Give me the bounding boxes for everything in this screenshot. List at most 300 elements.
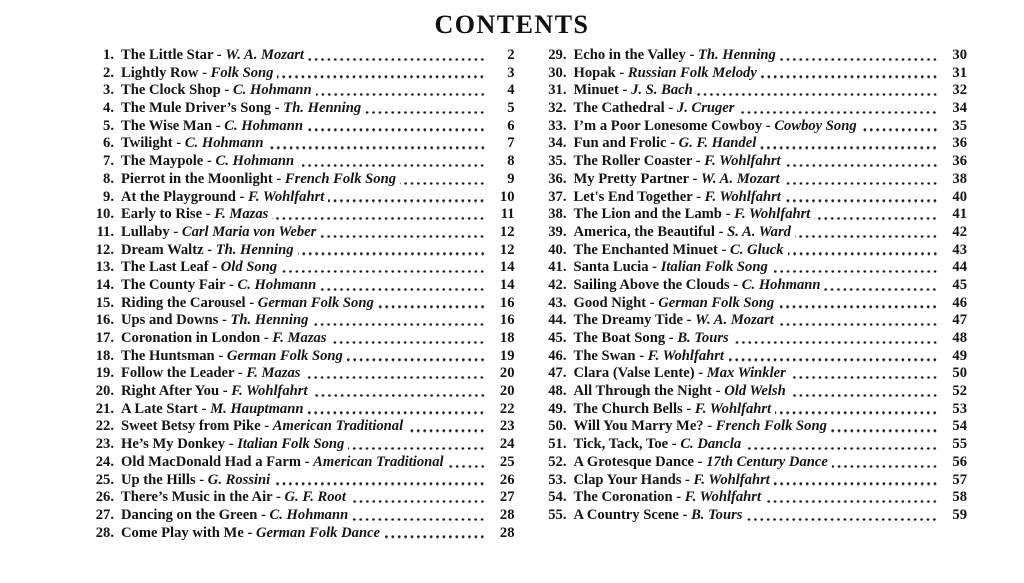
- entry-separator: -: [218, 312, 231, 329]
- entry-text: [114, 472, 270, 490]
- entry-number: 37.: [548, 188, 567, 205]
- toc-entry: [84, 525, 515, 543]
- entry-text: [567, 189, 781, 207]
- entry-title: Clara (Valse Lente): [573, 365, 695, 382]
- entry-page: 28: [499, 506, 515, 523]
- entry-page: 25: [499, 453, 515, 470]
- entry-separator: -: [225, 276, 238, 293]
- entry-number: 30.: [548, 64, 567, 81]
- leader-dots: [733, 341, 938, 344]
- entry-separator: -: [714, 223, 728, 240]
- entry-page: 23: [499, 418, 515, 435]
- entry-title: Twilight: [121, 135, 173, 152]
- toc-column-left: [84, 47, 515, 542]
- leader-dots: [775, 411, 938, 414]
- entry-separator: -: [694, 453, 707, 470]
- entry-title: America, the Beautiful: [573, 223, 715, 240]
- entry-number: 17.: [95, 330, 114, 346]
- toc-entry: [84, 312, 515, 330]
- entry-separator: -: [635, 347, 648, 364]
- entry-composer: F. Mazas: [214, 206, 269, 223]
- entry-text: [567, 401, 772, 419]
- entry-separator: -: [682, 312, 696, 329]
- toc-entry: [84, 242, 515, 260]
- leader-dots: [738, 111, 938, 114]
- entry-title: I’m a Poor Lonesome Cowboy: [573, 117, 763, 134]
- entry-page: 14: [499, 259, 515, 276]
- entry-title: Lullaby: [121, 223, 170, 240]
- leader-dots: [790, 394, 938, 397]
- entry-composer: G. Rossini: [207, 471, 271, 488]
- entry-title: Ups and Downs: [121, 312, 219, 329]
- leader-dots: [274, 482, 485, 485]
- entry-composer: F. Mazas: [246, 365, 301, 382]
- leader-dots: [268, 146, 486, 149]
- entry-page: 36: [952, 153, 967, 170]
- entry-page: 32: [952, 82, 967, 99]
- entry-text: [114, 365, 300, 383]
- entry-number: 14.: [95, 276, 114, 293]
- entry-text: [114, 507, 348, 525]
- entry-text: [567, 259, 768, 277]
- leader-dots: [774, 482, 938, 485]
- entry-separator: -: [729, 276, 742, 293]
- entry-text: [114, 312, 308, 330]
- entry-page: 59: [952, 506, 967, 523]
- entry-separator: -: [272, 489, 285, 506]
- entry-composer: C. Hohmann: [237, 276, 317, 293]
- entry-number: 13.: [95, 259, 114, 276]
- entry-title: Up the Hills: [121, 471, 196, 488]
- entry-separator: -: [213, 47, 226, 63]
- entry-composer: F. Mazas: [272, 330, 327, 346]
- entry-page: 42: [952, 223, 967, 240]
- entry-title: A Grotesque Dance: [573, 453, 695, 470]
- entry-text: [567, 277, 821, 295]
- entry-number: 6.: [103, 135, 114, 152]
- entry-title: Dream Waltz: [121, 241, 204, 258]
- entry-page: 30: [952, 47, 967, 63]
- entry-page: 8: [507, 153, 515, 170]
- entry-title: Minuet: [573, 82, 619, 99]
- entry-composer: Russian Folk Melody: [627, 64, 757, 81]
- entry-title: The Wise Man: [121, 117, 213, 134]
- entry-page: 54: [952, 418, 967, 435]
- toc-entry: [84, 189, 515, 207]
- entry-title: The Maypole: [121, 153, 204, 170]
- entry-composer: German Folk Song: [226, 347, 343, 364]
- entry-text: [114, 100, 361, 118]
- entry-text: [567, 47, 776, 65]
- entry-composer: C. Gluck: [730, 241, 784, 258]
- entry-text: [567, 330, 729, 348]
- entry-title: Lightly Row: [121, 64, 199, 81]
- entry-composer: French Folk Song: [284, 170, 397, 187]
- toc-entry: [84, 47, 515, 65]
- entry-separator: -: [712, 383, 725, 400]
- entry-text: [567, 365, 786, 383]
- leader-dots: [352, 518, 485, 521]
- entry-number: 21.: [95, 400, 114, 417]
- entry-number: 46.: [548, 347, 567, 364]
- entry-composer: F. Wohlfahrt: [704, 153, 781, 170]
- leader-dots: [312, 394, 486, 397]
- entry-number: 41.: [548, 259, 567, 276]
- entry-separator: -: [717, 241, 731, 258]
- entry-composer: German Folk Song: [658, 294, 775, 311]
- entry-page: 5: [507, 100, 515, 117]
- entry-page: 27: [499, 489, 515, 506]
- entry-separator: -: [235, 188, 249, 205]
- entry-text: [567, 100, 735, 118]
- toc-entry: [537, 277, 968, 295]
- toc-entry: [537, 489, 968, 507]
- entry-text: [114, 330, 326, 348]
- entry-title: The Swan: [573, 347, 636, 364]
- entry-page: 31: [952, 64, 967, 81]
- leader-dots: [330, 341, 485, 344]
- toc-entry: [84, 489, 515, 507]
- toc-entry: [537, 82, 968, 100]
- toc-entry: [84, 153, 515, 171]
- entry-number: 29.: [548, 47, 567, 63]
- entry-title: The Little Star: [121, 47, 214, 63]
- entry-page: 44: [952, 259, 967, 276]
- entry-number: 42.: [548, 276, 567, 293]
- entry-number: 52.: [548, 453, 567, 470]
- entry-page: 46: [952, 294, 967, 311]
- entry-title: Come Play with Me: [121, 524, 244, 541]
- toc-entry: [84, 507, 515, 525]
- entry-page: 24: [499, 436, 515, 453]
- toc-entry: [537, 171, 968, 189]
- leader-dots: [281, 270, 485, 273]
- toc-entry: [537, 206, 968, 224]
- toc-entry: [537, 401, 968, 419]
- entry-number: 15.: [95, 294, 114, 311]
- entry-composer: Folk Song: [210, 64, 274, 81]
- leader-dots: [348, 447, 485, 450]
- toc-entry: [537, 259, 968, 277]
- toc-entry: [537, 224, 968, 242]
- entry-page: 43: [952, 241, 967, 258]
- toc-entry: [537, 507, 968, 525]
- entry-number: 1.: [103, 47, 114, 63]
- entry-separator: -: [198, 64, 211, 81]
- entry-separator: -: [672, 489, 685, 506]
- entry-text: [567, 472, 770, 490]
- entry-composer: F. Wohlfahrt: [693, 471, 770, 488]
- leader-dots: [400, 182, 485, 185]
- entry-text: [567, 454, 828, 472]
- entry-number: 55.: [548, 506, 567, 523]
- toc-entry: [84, 259, 515, 277]
- entry-text: [114, 525, 380, 543]
- toc-entry: [84, 277, 515, 295]
- entry-composer: C. Hohmann: [269, 506, 349, 523]
- entry-title: A Country Scene: [573, 506, 679, 523]
- entry-number: 27.: [95, 506, 114, 523]
- entry-page: 50: [952, 365, 967, 382]
- entry-title: All Through the Night: [573, 383, 713, 400]
- leader-dots: [350, 500, 486, 503]
- entry-composer: F. Wohlfahrt: [231, 383, 308, 400]
- leader-dots: [308, 58, 486, 61]
- entry-composer: S. A. Ward: [727, 223, 791, 240]
- entry-text: [114, 418, 403, 436]
- entry-separator: -: [225, 436, 238, 453]
- entry-text: [114, 118, 303, 136]
- entry-composer: 17th Century Dance: [706, 453, 828, 470]
- toc-entry: [84, 454, 515, 472]
- entry-text: [114, 436, 344, 454]
- entry-page: 11: [500, 206, 515, 223]
- entry-title: Pierrot in the Moonlight: [121, 170, 273, 187]
- entry-composer: M. Hauptmann: [210, 400, 304, 417]
- leader-dots: [824, 288, 938, 291]
- leader-dots: [307, 128, 486, 131]
- entry-separator: -: [681, 471, 694, 488]
- entry-title: Will You Marry Me?: [573, 418, 704, 435]
- entry-number: 10.: [95, 206, 114, 223]
- entry-title: Sailing Above the Clouds: [573, 276, 730, 293]
- entry-number: 36.: [548, 170, 567, 187]
- entry-page: 28: [499, 524, 515, 541]
- entry-page: 12: [499, 223, 515, 240]
- toc-entry: [537, 383, 968, 401]
- entry-separator: -: [245, 294, 258, 311]
- entry-text: [114, 206, 268, 224]
- entry-number: 35.: [548, 153, 567, 170]
- entry-number: 11.: [96, 223, 114, 240]
- entry-separator: -: [703, 418, 716, 435]
- toc-entry: [537, 472, 968, 490]
- leader-dots: [365, 111, 485, 114]
- toc-entry: [537, 365, 968, 383]
- entry-number: 40.: [548, 241, 567, 258]
- entry-separator: -: [682, 400, 695, 417]
- entry-text: [114, 277, 316, 295]
- entry-separator: -: [271, 100, 284, 117]
- entry-page: 35: [952, 117, 967, 134]
- entry-title: My Pretty Partner: [573, 170, 689, 187]
- entry-title: The Coronation: [573, 489, 673, 506]
- toc-entry: [84, 401, 515, 419]
- entry-composer: Th. Henning: [283, 100, 362, 117]
- entry-separator: -: [618, 82, 632, 99]
- toc-entry: [84, 100, 515, 118]
- entry-number: 18.: [95, 347, 114, 364]
- toc-entry: [84, 295, 515, 313]
- entry-composer: C. Dancla: [680, 436, 742, 453]
- entry-title: A Late Start: [121, 400, 199, 417]
- toc-entry: [84, 330, 515, 348]
- entry-number: 44.: [548, 312, 567, 329]
- entry-page: 3: [507, 64, 515, 81]
- entry-number: 2.: [103, 64, 114, 81]
- entry-composer: F. Wohlfahrt: [704, 188, 781, 205]
- entry-number: 24.: [95, 453, 114, 470]
- entry-separator: -: [195, 471, 208, 488]
- leader-dots: [307, 411, 485, 414]
- entry-text: [114, 189, 324, 207]
- toc-entry: [84, 224, 515, 242]
- entry-title: He’s My Donkey: [121, 436, 226, 453]
- leader-dots: [272, 217, 485, 220]
- entry-page: 41: [952, 206, 967, 223]
- toc-entry: [84, 118, 515, 136]
- entry-separator: -: [220, 82, 233, 99]
- entry-text: [114, 295, 374, 313]
- entry-text: [567, 242, 784, 260]
- entry-page: 12: [499, 241, 515, 258]
- entry-text: [567, 489, 762, 507]
- entry-composer: Old Song: [220, 259, 278, 276]
- entry-number: 16.: [95, 312, 114, 329]
- entry-composer: C. Hohmann: [215, 153, 295, 170]
- entry-separator: -: [615, 64, 628, 81]
- leader-dots: [407, 429, 485, 432]
- entry-number: 49.: [548, 400, 567, 417]
- entry-text: [567, 383, 786, 401]
- toc-entry: [84, 82, 515, 100]
- toc-entry: [537, 100, 968, 118]
- entry-separator: -: [762, 117, 775, 134]
- entry-separator: -: [234, 365, 247, 382]
- entry-title: The Dreamy Tide: [573, 312, 683, 329]
- page-title: CONTENTS: [434, 10, 590, 39]
- leader-dots: [784, 182, 938, 185]
- entry-title: Early to Rise: [121, 206, 203, 223]
- entry-title: The Church Bells: [573, 400, 683, 417]
- entry-number: 48.: [548, 383, 567, 400]
- entry-text: [114, 242, 294, 260]
- leader-dots: [772, 270, 938, 273]
- entry-composer: G. F. Handel: [678, 135, 757, 152]
- entry-separator: -: [692, 153, 705, 170]
- toc-entry: [84, 206, 515, 224]
- entry-title: Let's End Together: [573, 188, 693, 205]
- entry-number: 31.: [548, 82, 567, 99]
- entry-separator: -: [260, 418, 273, 435]
- entry-title: The Enchanted Minuet: [573, 241, 718, 258]
- entry-page: 38: [952, 170, 967, 187]
- entry-separator: -: [219, 383, 232, 400]
- entry-separator: -: [665, 330, 678, 346]
- entry-composer: Carl Maria von Weber: [181, 223, 317, 240]
- leader-dots: [298, 164, 485, 167]
- entry-page: 4: [507, 82, 515, 99]
- entry-text: [567, 348, 724, 366]
- entry-text: [114, 82, 312, 100]
- leader-dots: [785, 199, 938, 202]
- entry-text: [114, 47, 304, 65]
- entry-separator: -: [648, 259, 661, 276]
- entry-text: [114, 489, 346, 507]
- entry-title: The Mule Driver’s Song: [121, 100, 272, 117]
- entry-page: 56: [952, 453, 967, 470]
- entry-number: 45.: [548, 330, 567, 346]
- entry-text: [567, 118, 857, 136]
- leader-dots: [378, 305, 486, 308]
- entry-text: [567, 65, 757, 83]
- entry-title: The Lion and the Lamb: [573, 206, 722, 223]
- entry-title: Echo in the Valley: [573, 47, 686, 63]
- toc-entry: [84, 383, 515, 401]
- entry-separator: -: [301, 453, 314, 470]
- entry-title: Tick, Tack, Toe: [573, 436, 669, 453]
- entry-text: [567, 206, 811, 224]
- toc-entry: [537, 65, 968, 83]
- entry-title: The Clock Shop: [121, 82, 221, 99]
- entry-title: Sweet Betsy from Pike: [121, 418, 261, 435]
- toc-entry: [537, 47, 968, 65]
- leader-dots: [312, 323, 485, 326]
- entry-separator: -: [646, 294, 659, 311]
- entry-text: [567, 171, 780, 189]
- entry-separator: -: [203, 241, 216, 258]
- entry-composer: American Traditional: [313, 453, 444, 470]
- entry-separator: -: [685, 47, 698, 63]
- entry-separator: -: [198, 400, 211, 417]
- entry-text: [567, 82, 693, 100]
- entry-page: 20: [499, 365, 515, 382]
- entry-number: 20.: [95, 383, 114, 400]
- leader-dots: [790, 376, 938, 379]
- entry-separator: -: [692, 188, 705, 205]
- entry-separator: -: [678, 506, 692, 523]
- entry-title: Right After You: [121, 383, 220, 400]
- leader-dots: [814, 217, 938, 220]
- entry-separator: -: [721, 206, 735, 223]
- entry-page: 55: [952, 436, 967, 453]
- leader-dots: [448, 465, 486, 468]
- entry-separator: -: [243, 524, 256, 541]
- entry-page: 53: [952, 400, 967, 417]
- leader-dots: [298, 252, 486, 255]
- entry-separator: -: [257, 506, 270, 523]
- leader-dots: [780, 58, 938, 61]
- entry-text: [114, 65, 273, 83]
- toc-entry: [84, 171, 515, 189]
- entry-page: 26: [499, 471, 515, 488]
- leader-dots: [795, 235, 938, 238]
- toc-entry: [537, 153, 968, 171]
- entry-composer: F. Wohlfahrt: [647, 347, 724, 364]
- entry-number: 4.: [103, 100, 114, 117]
- entry-title: The County Fair: [121, 276, 226, 293]
- entry-separator: -: [666, 135, 679, 152]
- leader-dots: [861, 128, 938, 131]
- leader-dots: [277, 75, 485, 78]
- entry-page: 52: [952, 383, 967, 400]
- entry-number: 7.: [103, 153, 114, 170]
- entry-separator: -: [668, 436, 681, 453]
- leader-dots: [765, 500, 938, 503]
- entry-number: 26.: [95, 489, 114, 506]
- entry-number: 3.: [103, 82, 114, 99]
- leader-dots: [832, 465, 938, 468]
- entry-page: 6: [507, 117, 515, 134]
- entry-separator: -: [694, 365, 707, 382]
- entry-separator: -: [272, 170, 285, 187]
- entry-composer: B. Tours: [677, 330, 729, 346]
- entry-composer: J. S. Bach: [631, 82, 693, 99]
- entry-number: 39.: [548, 223, 567, 240]
- leader-dots: [745, 447, 938, 450]
- leader-dots: [320, 288, 485, 291]
- entry-title: Clap Your Hands: [573, 471, 682, 488]
